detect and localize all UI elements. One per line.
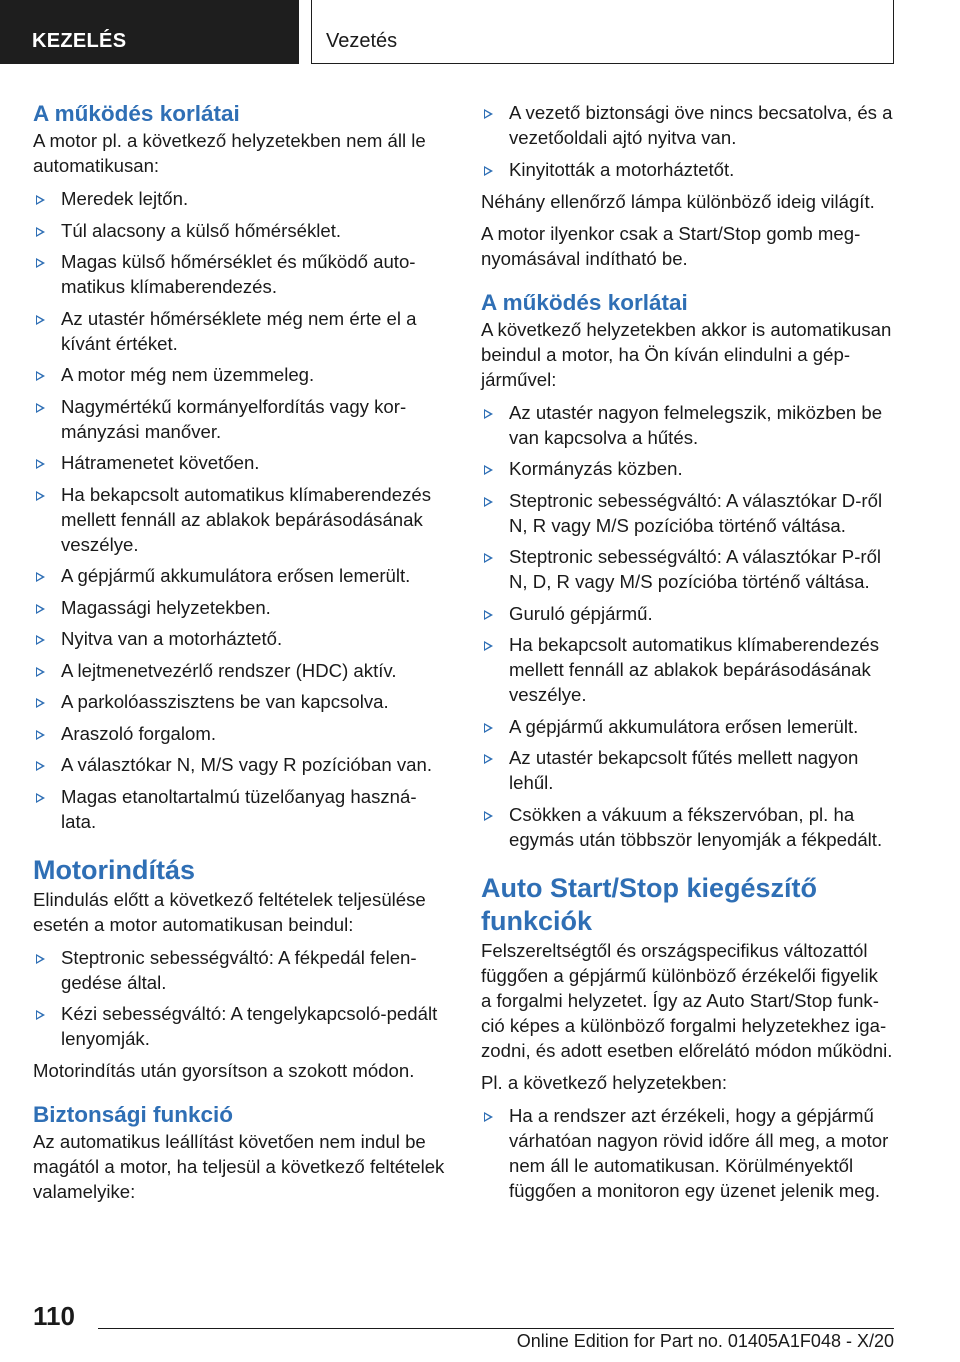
list-item [33, 658, 445, 683]
list-item [33, 721, 445, 746]
list-item [481, 456, 893, 481]
bullet-triangle-icon [36, 730, 45, 740]
list-item [481, 745, 893, 795]
bullet-list [481, 100, 893, 182]
page-number: 110 [33, 1301, 75, 1331]
list-item-text: Steptronic sebességváltó: A választókar D-ről N, R vagy M/S pozícióba történő váltása. [509, 489, 883, 536]
paragraph: Az automatikus leállítást követően nem indul be magától a motor, ha teljesül a következő feltételek valamelyike: [33, 1131, 445, 1202]
list-item-text: A választókar N, M/S vagy R pozícióban van. [61, 754, 433, 775]
list-item-text: Meredek lejtőn. [61, 188, 189, 209]
bullet-triangle-icon [36, 491, 45, 501]
list-item-text: Kézi sebességváltó: A tengelykapcsoló-pedált lenyomják. [61, 1003, 438, 1049]
list-item [33, 595, 445, 620]
bullet-triangle-icon [484, 610, 493, 620]
list-item-text: Ha bekapcsolt automatikus klímaberendezés mellett fennáll az ablakok bepárásodásának veszélye. [61, 483, 432, 555]
list-item [481, 632, 893, 707]
bullet-list [33, 186, 445, 834]
list-item [33, 450, 445, 475]
list-item [33, 563, 445, 588]
bullet-triangle-icon [36, 1010, 45, 1020]
list-item [33, 186, 445, 211]
bullet-triangle-icon [36, 954, 45, 964]
bullet-triangle-icon [484, 641, 493, 651]
list-item [33, 249, 445, 299]
bullet-triangle-icon [484, 109, 493, 119]
bullet-list [481, 400, 893, 852]
paragraph: Elindulás előtt a következő feltételek teljesülése esetén a motor automatikusan beindul: [33, 888, 426, 935]
section-title: Vezetés [311, 0, 894, 64]
list-item [33, 784, 445, 834]
list-item [33, 626, 445, 651]
bullet-triangle-icon [484, 465, 493, 475]
bullet-triangle-icon [36, 315, 45, 325]
bullet-triangle-icon [36, 459, 45, 469]
list-item-text: Kinyitották a motorháztetőt. [509, 158, 735, 180]
paragraph: A következő helyzetekben akkor is automatikusan beindul a motor, ha Ön kíván elindulni a gépjárművel: [481, 318, 892, 390]
list-item-text: Araszoló forgalom. [61, 722, 217, 744]
bullet-triangle-icon [484, 723, 493, 733]
list-item-text: Steptronic sebességváltó: A választókar P-ről N, D, R vagy M/S pozícióba történő váltása. [509, 546, 882, 592]
list-item-text: A gépjármű akkumulátora erősen lemerült. [509, 715, 859, 737]
list-item-text: Nagymértékű kormányelfordítás vagy kormányzási manőver. [61, 395, 407, 442]
list-item [481, 488, 893, 538]
list-item-text: Ha a rendszer azt érzékeli, hogy a gépjármű várhatóan nagyon rövid időre áll meg, a motor nem áll le automatikusan. Körülményektől függően a monitoron egy üzenet jelenik meg. [509, 1104, 889, 1201]
bullet-triangle-icon [36, 635, 45, 645]
heading-limits: A működés korlátai [481, 289, 688, 315]
bullet-triangle-icon [36, 793, 45, 803]
list-item [33, 689, 445, 714]
bullet-list [33, 945, 445, 1052]
bullet-triangle-icon [36, 698, 45, 708]
heading-limits: A működés korlátai [33, 101, 240, 126]
list-item-text: Az utastér nagyon felmelegszik, miközben be van kapcsolva a hűtés. [509, 401, 883, 448]
paragraph: Motorindítás után gyorsítson a szokott módon. [33, 1060, 415, 1081]
list-item-text: Steptronic sebességváltó: A fékpedál felengedése által. [61, 946, 417, 993]
list-item [481, 100, 893, 150]
bullet-triangle-icon [36, 371, 45, 381]
bullet-triangle-icon [36, 403, 45, 413]
bullet-triangle-icon [484, 409, 493, 419]
bullet-triangle-icon [36, 195, 45, 205]
heading-engine-start: Motorindítás [33, 854, 195, 885]
list-item-text: Nyitva van a motorháztető. [61, 628, 283, 649]
list-item-text: Az utastér bekapcsolt fűtés mellett nagyon lehűl. [509, 747, 859, 793]
bullet-triangle-icon [36, 572, 45, 582]
heading-safety-function: Biztonsági funkció [33, 1102, 234, 1127]
list-item [33, 306, 445, 356]
bullet-triangle-icon [484, 553, 493, 563]
list-item [481, 1103, 893, 1203]
bullet-triangle-icon [484, 166, 493, 176]
list-item-text: Magas külső hőmérséklet és működő automatikus klímaberendezés. [61, 251, 416, 297]
paragraph: Néhány ellenőrző lámpa különböző ideig világít. [481, 190, 875, 212]
bullet-triangle-icon [36, 667, 45, 677]
list-item-text: Kormányzás közben. [509, 458, 683, 479]
list-item-text: Csökken a vákuum a fékszervóban, pl. ha egymás után többször lenyomják a fékpedált. [509, 803, 883, 850]
bullet-triangle-icon [36, 258, 45, 268]
list-item-text: A lejtmenetvezérlő rendszer (HDC) aktív. [61, 659, 397, 681]
bullet-list [481, 1103, 893, 1203]
list-item [33, 394, 445, 444]
list-item-text: A vezető biztonsági öve nincs becsatolva, és a vezetőoldali ajtó nyitva van. [509, 102, 893, 148]
bullet-triangle-icon [484, 754, 493, 764]
list-item-text: Túl alacsony a külső hőmérséklet. [61, 219, 342, 241]
list-item [33, 945, 445, 995]
bullet-triangle-icon [36, 604, 45, 614]
list-item [33, 362, 445, 387]
list-item [481, 157, 893, 182]
list-item [33, 218, 445, 243]
list-item-text: Magassági helyzetekben. [61, 596, 271, 618]
right-column [481, 100, 893, 1209]
list-item [481, 601, 893, 626]
heading-additional-functions: Auto Start/Stop kiegészítő funkciók [481, 872, 818, 936]
list-item [481, 714, 893, 739]
bullet-triangle-icon [36, 227, 45, 237]
paragraph: A motor ilyenkor csak a Start/Stop gomb megnyomásával indítható be. [481, 222, 861, 269]
list-item-text: Magas etanoltartalmú tüzelőanyag használata. [61, 785, 417, 832]
list-item-text: Ha bekapcsolt automatikus klímaberendezés mellett fennáll az ablakok bepárásodásának veszélye. [509, 634, 880, 705]
list-item [33, 752, 445, 777]
bullet-triangle-icon [484, 497, 493, 507]
list-item [481, 802, 893, 852]
edition-note: Online Edition for Part no. 01405A1F048 - X/20 [516, 1331, 894, 1351]
list-item [481, 544, 893, 594]
chapter-tab: KEZELÉS [0, 0, 299, 64]
list-item-text: A motor még nem üzemmeleg. [61, 364, 315, 385]
list-item-text: Hátramenetet követően. [61, 452, 260, 473]
list-item-text: A parkolóasszisztens be van kapcsolva. [61, 691, 389, 712]
list-item [33, 1001, 445, 1051]
footer-divider [98, 1328, 894, 1329]
left-column [33, 100, 445, 1204]
bullet-triangle-icon [484, 811, 493, 821]
paragraph: Felszereltségtől és országspecifikus változattól függően a gépjármű különböző érzékelői figyelik a forgalmi helyzetet. Így az Auto Start/Stop funkció képes a különböző forgalmi helyzetekhez igazodni, és adott esetben előrelátó módon működni. [481, 939, 893, 1061]
list-item-text: A gépjármű akkumulátora erősen lemerült. [61, 565, 411, 586]
list-item-text: Guruló gépjármű. [509, 602, 653, 624]
paragraph: A motor pl. a következő helyzetekben nem áll le automatikusan: [33, 130, 426, 176]
paragraph: Pl. a következő helyzetekben: [481, 1071, 727, 1093]
list-item [33, 482, 445, 557]
list-item [481, 400, 893, 450]
bullet-triangle-icon [484, 1112, 493, 1122]
list-item-text: Az utastér hőmérséklete még nem érte el a kívánt értéket. [61, 307, 417, 354]
bullet-triangle-icon [36, 761, 45, 771]
